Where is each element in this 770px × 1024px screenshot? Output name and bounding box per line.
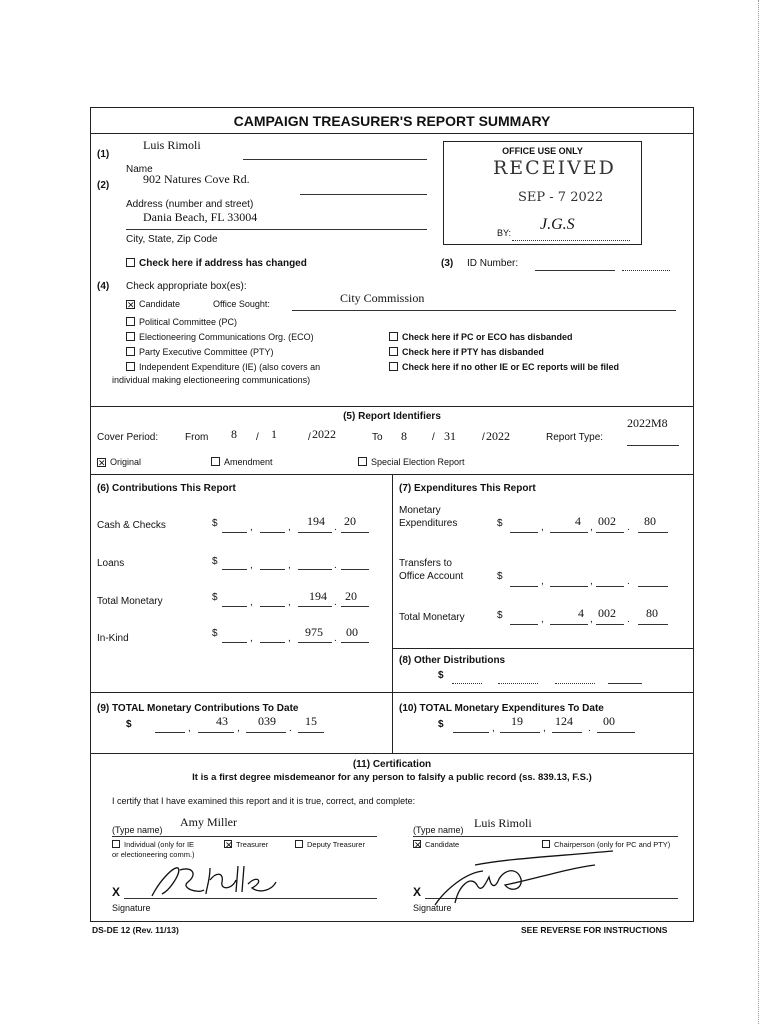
cash-checks-cents[interactable]: 20 <box>344 514 356 528</box>
total-contrib-to-date-cents[interactable]: 15 <box>305 714 317 728</box>
treasurer-x-mark: X <box>112 885 121 899</box>
to-month[interactable]: 8 <box>401 429 407 443</box>
address-changed-checkbox[interactable]: Check here if address has changed <box>126 258 307 269</box>
expenditures-label: Expenditures <box>399 518 458 529</box>
total-monetary-exp-amount[interactable]: 002 <box>598 606 616 620</box>
candidate-signature-image <box>425 845 615 910</box>
to-label: To <box>372 432 383 443</box>
address-value[interactable]: 902 Natures Cove Rd. <box>143 172 250 186</box>
total-monetary-exp-label: Total Monetary <box>399 612 465 623</box>
in-kind-cents[interactable]: 00 <box>346 625 358 639</box>
signer-candidate-checkbox[interactable]: ✕Candidate <box>413 840 459 849</box>
cover-period-label: Cover Period: <box>97 432 159 443</box>
disband-pty-checkbox[interactable]: Check here if PTY has disbanded <box>389 347 544 357</box>
candidate-signature-label: Signature <box>413 903 452 913</box>
section7-title: (7) Expenditures This Report <box>399 483 536 494</box>
no-other-ie-box[interactable] <box>389 362 398 371</box>
pc-box[interactable] <box>126 317 135 326</box>
loans-field[interactable] <box>298 569 332 570</box>
address-underline <box>300 194 427 195</box>
original-box[interactable] <box>97 458 106 467</box>
office-sought-label: Office Sought: <box>213 299 270 309</box>
treasurer-signature-label: Signature <box>112 903 151 913</box>
name-underline <box>243 159 427 160</box>
original-checkbox[interactable]: ✕Original <box>97 457 141 467</box>
transfers-field[interactable] <box>550 586 588 587</box>
name-label: Name <box>126 164 153 175</box>
eco-checkbox[interactable]: Electioneering Communications Org. (ECO) <box>126 332 314 342</box>
eco-box[interactable] <box>126 332 135 341</box>
total-exp-to-date-cents[interactable]: 00 <box>603 714 615 728</box>
report-type-value[interactable]: 2022M8 <box>627 416 668 430</box>
candidate-checkbox[interactable]: ✕Candidate <box>126 299 180 309</box>
office-account-label: Office Account <box>399 571 464 582</box>
in-kind-amount[interactable]: 975 <box>305 625 323 639</box>
loans-label: Loans <box>97 558 125 569</box>
candidate-box[interactable] <box>126 300 135 309</box>
amendment-checkbox[interactable]: Amendment <box>211 457 273 467</box>
treasurer-checkbox[interactable]: ✕Treasurer <box>224 840 268 849</box>
section4-divider <box>90 406 694 407</box>
misdemeanor-warning: It is a first degree misdemeanor for any person to falsify a public record (ss. 839.13, F.S.) <box>192 772 592 783</box>
from-year[interactable]: 2022 <box>312 427 336 441</box>
total-exp-to-date-thousands[interactable]: 19 <box>511 714 523 728</box>
section9-title: (9) TOTAL Monetary Contributions To Date <box>97 703 299 714</box>
total-contrib-to-date-amount[interactable]: 039 <box>258 714 276 728</box>
reverse-instructions: SEE REVERSE FOR INSTRUCTIONS <box>521 925 668 935</box>
treasurer-box[interactable] <box>224 840 232 848</box>
scan-edge <box>758 0 759 1024</box>
total-monetary-contrib-cents[interactable]: 20 <box>345 589 357 603</box>
to-year[interactable]: 2022 <box>486 429 510 443</box>
section4-number: (4) <box>97 281 110 292</box>
report-type-underline <box>627 445 679 446</box>
total-contrib-to-date-thousands[interactable]: 43 <box>216 714 228 728</box>
deputy-treasurer-checkbox[interactable]: Deputy Treasurer <box>295 840 365 849</box>
treasurer-signature-image <box>140 860 280 900</box>
by-initials: J.G.S <box>540 216 575 233</box>
id-number-field[interactable] <box>535 270 615 271</box>
transfers-label: Transfers to <box>399 558 452 569</box>
total-exp-to-date-amount[interactable]: 124 <box>555 714 573 728</box>
section7-divider <box>392 648 694 649</box>
section8-title: (8) Other Distributions <box>399 655 506 666</box>
section4-label: Check appropriate box(es): <box>126 281 247 292</box>
page-title: CAMPAIGN TREASURER'S REPORT SUMMARY <box>233 113 551 129</box>
monetary-label: Monetary <box>399 505 441 516</box>
treasurer-type-name-label: (Type name) <box>112 825 163 835</box>
signer-candidate-box[interactable] <box>413 840 421 848</box>
section2-number: (2) <box>97 180 110 191</box>
report-type-label: Report Type: <box>546 432 604 443</box>
received-stamp: RECEIVED <box>493 157 616 179</box>
amendment-box[interactable] <box>211 457 220 466</box>
candidate-name-value[interactable]: Luis Rimoli <box>143 138 201 152</box>
city-underline <box>126 229 427 230</box>
individual-line2: or electioneering comm.) <box>112 850 195 859</box>
total-monetary-exp-cents[interactable]: 80 <box>646 606 658 620</box>
disband-pty-box[interactable] <box>389 347 398 356</box>
chairperson-checkbox[interactable]: Chairperson (only for PC and PTY) <box>542 840 670 849</box>
office-sought-value[interactable]: City Commission <box>340 291 425 305</box>
title-divider <box>90 133 694 134</box>
from-label: From <box>185 432 209 443</box>
special-election-box[interactable] <box>358 457 367 466</box>
deputy-treasurer-box[interactable] <box>295 840 303 848</box>
monetary-expenditures-thousands[interactable]: 4 <box>575 514 581 528</box>
individual-checkbox[interactable]: Individual (only for IE <box>112 840 194 849</box>
received-date: SEP - 7 2022 <box>518 190 604 205</box>
section11-title: (11) Certification <box>352 759 432 770</box>
section6-title: (6) Contributions This Report <box>97 483 236 494</box>
cash-checks-label: Cash & Checks <box>97 520 166 531</box>
office-sought-underline <box>292 310 676 311</box>
form-id: DS-DE 12 (Rev. 11/13) <box>92 925 179 935</box>
candidate-signer-name[interactable]: Luis Rimoli <box>474 816 532 830</box>
id-number-label: ID Number: <box>467 258 519 269</box>
to-day[interactable]: 31 <box>444 429 456 443</box>
address-label: Address (number and street) <box>126 199 254 210</box>
pty-checkbox[interactable]: Party Executive Committee (PTY) <box>126 347 274 357</box>
special-election-checkbox[interactable]: Special Election Report <box>358 457 465 467</box>
ie-line2: individual making electioneering communications) <box>112 375 311 385</box>
in-kind-label: In-Kind <box>97 633 129 644</box>
total-monetary-contrib-amount[interactable]: 194 <box>309 589 327 603</box>
monetary-expenditures-amount[interactable]: 002 <box>598 514 616 528</box>
total-monetary-contrib-label: Total Monetary <box>97 596 163 607</box>
other-distributions-field[interactable] <box>498 683 538 684</box>
ie-box[interactable] <box>126 362 135 371</box>
section1-number: (1) <box>97 149 110 160</box>
pc-checkbox[interactable]: Political Committee (PC) <box>126 317 237 327</box>
column-divider <box>392 474 393 753</box>
pty-box[interactable] <box>126 347 135 356</box>
section10-title: (10) TOTAL Monetary Expenditures To Date <box>399 703 604 714</box>
total-monetary-exp-thousands[interactable]: 4 <box>578 606 584 620</box>
cash-checks-amount[interactable]: 194 <box>307 514 325 528</box>
no-other-ie-checkbox[interactable]: Check here if no other IE or EC reports will be filed <box>389 362 619 372</box>
disband-pc-box[interactable] <box>389 332 398 341</box>
disband-pc-checkbox[interactable]: Check here if PC or ECO has disbanded <box>389 332 573 342</box>
by-underline <box>512 240 630 241</box>
section3-number: (3) <box>441 258 454 269</box>
by-label: BY: <box>497 228 512 238</box>
ie-checkbox[interactable]: Independent Expenditure (IE) (also covers an <box>126 362 320 372</box>
from-day[interactable]: 1 <box>271 427 277 441</box>
candidate-type-name-label: (Type name) <box>413 825 464 835</box>
city-value[interactable]: Dania Beach, FL 33004 <box>143 210 258 224</box>
treasurer-name[interactable]: Amy Miller <box>180 815 237 829</box>
from-month[interactable]: 8 <box>231 427 237 441</box>
certify-statement: I certify that I have examined this report and it is true, correct, and complete: <box>112 796 416 806</box>
candidate-x-mark: X <box>413 885 422 899</box>
office-use-label: OFFICE USE ONLY <box>502 146 583 156</box>
monetary-expenditures-cents[interactable]: 80 <box>644 514 656 528</box>
city-label: City, State, Zip Code <box>126 234 218 245</box>
individual-box[interactable] <box>112 840 120 848</box>
section10-divider <box>90 753 694 754</box>
section5-title: (5) Report Identifiers <box>343 411 441 422</box>
address-changed-box[interactable] <box>126 258 135 267</box>
id-number-field-2[interactable] <box>622 270 670 271</box>
